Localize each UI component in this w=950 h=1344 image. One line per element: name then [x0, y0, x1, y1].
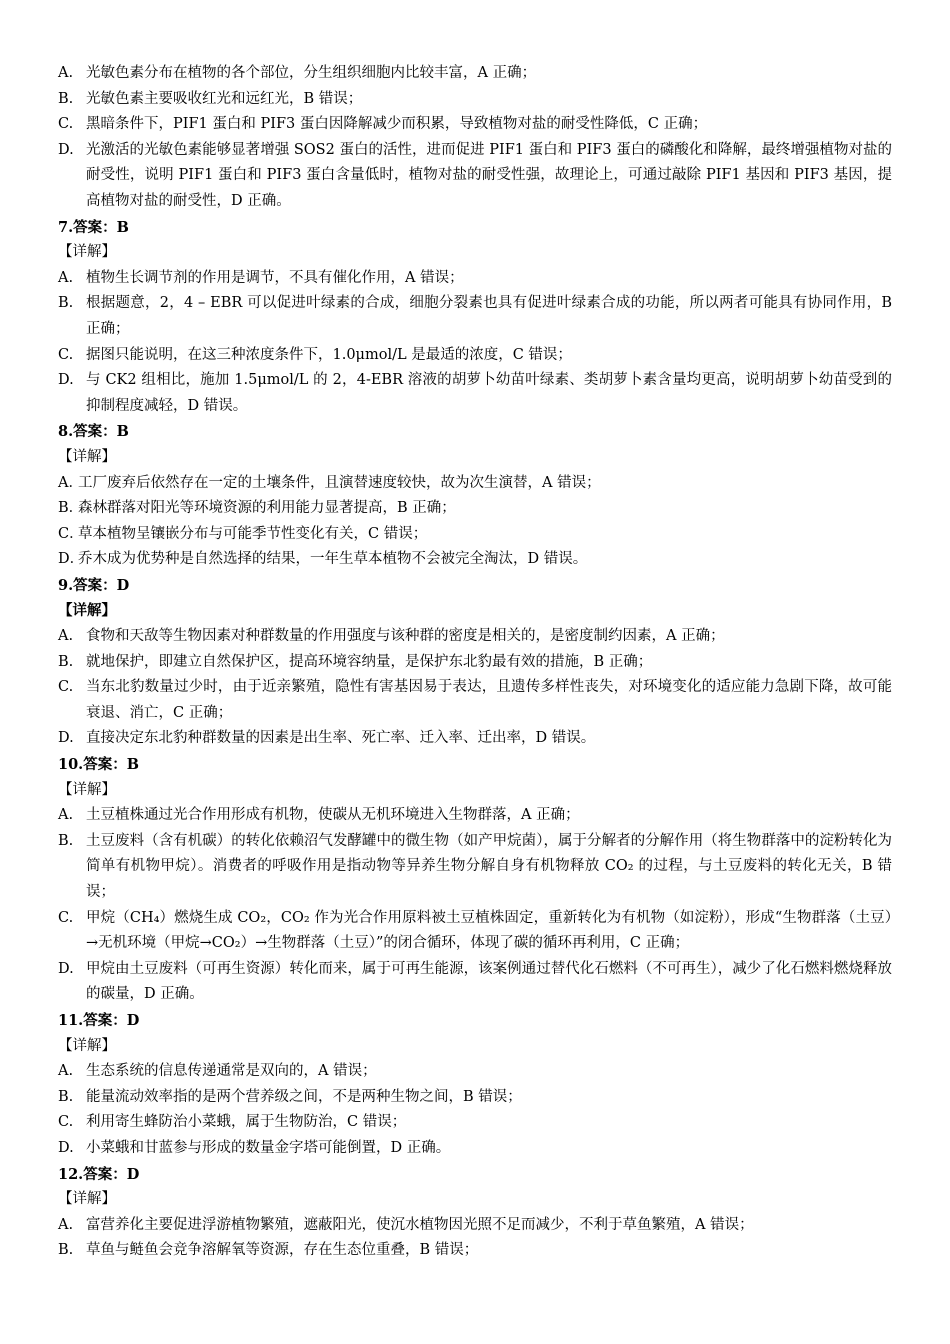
detail-heading-12: 【详解】	[58, 1191, 116, 1208]
option-text: 利用寄生蜂防治小菜蛾，属于生物防治，C 错误；	[86, 1114, 407, 1131]
option-10-d	[58, 957, 892, 1008]
option-label: B.	[58, 832, 74, 849]
option-text: 根据题意，2，4 – EBR 可以促进叶绿素的合成，细胞分裂素也具有促进叶绿素合成的功能，所以两者可能具有协同作用，B 正确；	[86, 295, 892, 337]
option-text: 黑暗条件下，PIF1 蛋白和 PIF3 蛋白因降解减少而积累，导致植物对盐的耐受性降低，C 正确；	[86, 116, 708, 133]
answer-heading-7: 7.答案：B	[58, 218, 129, 236]
option-8-d	[58, 547, 892, 573]
option-text: 富营养化主要促进浮游植物繁殖，遮蔽阳光，使沉水植物因光照不足而减少，不利于草鱼繁殖，A 错误；	[86, 1216, 754, 1233]
option-label: C.	[58, 909, 74, 926]
option-label: D.	[58, 372, 74, 389]
detail-heading-9: 【详解】	[58, 602, 116, 620]
option-label: D.	[58, 730, 74, 747]
option-label: A.	[58, 807, 74, 824]
option-7-d	[58, 368, 892, 419]
option-11-b	[58, 1085, 892, 1111]
option-7-c	[58, 343, 892, 369]
option-label: D.	[58, 960, 74, 977]
option-label: D.	[58, 1139, 74, 1156]
option-11-c	[58, 1110, 892, 1136]
option-label: A.	[58, 65, 74, 81]
detail-heading-10: 【详解】	[58, 781, 116, 798]
option-12-a	[58, 1213, 892, 1239]
option-9-c	[58, 675, 892, 726]
option-12-b	[58, 1238, 892, 1264]
option-text: 乔木成为优势种是自然选择的结果，一年生草本植物不会被完全淘汰，D 错误。	[78, 551, 588, 568]
option-6-c	[58, 112, 892, 138]
option-text: 草本植物呈镶嵌分布与可能季节性变化有关，C 错误；	[78, 525, 428, 542]
detail-heading-8: 【详解】	[58, 448, 116, 465]
answer-heading-8: 8.答案：B	[58, 423, 129, 441]
option-text: 森林群落对阳光等环境资源的利用能力显著提高，B 正确；	[78, 500, 456, 517]
option-label: C.	[58, 116, 74, 133]
option-7-b	[58, 291, 892, 342]
option-label: D．	[58, 551, 85, 568]
option-text: 植物生长调节剂的作用是调节，不具有催化作用，A 错误；	[86, 269, 464, 286]
option-text: 与 CK2 组相比，施加 1.5μmol/L 的 2，4-EBR 溶液的胡萝卜幼苗叶绿素、类胡萝卜素含量均更高，说明胡萝卜幼苗受到的抑制程度减轻，D 错误。	[86, 372, 892, 414]
option-text: 小菜蛾和甘蓝参与形成的数量金字塔可能倒置，D 正确。	[86, 1139, 451, 1156]
section-6-options	[58, 61, 892, 215]
option-text: 当东北豹数量过少时，由于近亲繁殖，隐性有害基因易于表达，且遗传多样性丧失，对环境变化的适应能力急剧下降，故可能衰退、消亡，C 正确；	[86, 679, 892, 721]
option-8-b	[58, 496, 892, 522]
option-text: 就地保护，即建立自然保护区，提高环境容纳量，是保护东北豹最有效的措施，B 正确；	[86, 653, 653, 670]
option-10-a	[58, 803, 892, 829]
option-11-a	[58, 1059, 892, 1085]
option-label: A.	[58, 628, 74, 645]
option-text: 生态系统的信息传递通常是双向的，A 错误；	[86, 1063, 377, 1080]
option-label: C.	[58, 679, 74, 696]
option-8-a	[58, 471, 892, 497]
option-text: 能量流动效率指的是两个营养级之间，不是两种生物之间，B 错误；	[86, 1088, 522, 1105]
option-label: B．	[58, 500, 84, 517]
option-7-a	[58, 266, 892, 292]
option-label: A．	[58, 474, 83, 491]
option-label: A.	[58, 1063, 74, 1080]
option-11-d	[58, 1136, 892, 1162]
answer-heading-11: 11.答案：D	[58, 1011, 140, 1029]
option-text: 土豆植株通过光合作用形成有机物，使碳从无机环境进入生物群落，A 正确；	[86, 807, 580, 824]
option-9-d	[58, 726, 892, 752]
option-9-b	[58, 650, 892, 676]
option-label: D.	[58, 141, 74, 158]
option-label: B.	[58, 653, 74, 670]
answer-heading-12: 12.答案：D	[58, 1165, 140, 1183]
option-6-d	[58, 138, 892, 215]
option-text: 光敏色素分布在植物的各个部位，分生组织细胞内比较丰富，A 正确；	[86, 65, 537, 81]
detail-heading-7: 【详解】	[58, 244, 116, 261]
option-text: 直接决定东北豹种群数量的因素是出生率、死亡率、迁入率、迁出率，D 错误。	[86, 730, 596, 747]
option-label: B.	[58, 1088, 74, 1105]
option-label: B.	[58, 90, 74, 107]
option-text: 草鱼与鲢鱼会竞争溶解氧等资源，存在生态位重叠，B 错误；	[86, 1242, 479, 1259]
option-text: 据图只能说明，在这三种浓度条件下，1.0μmol/L 是最适的浓度，C 错误；	[86, 346, 572, 363]
option-label: C．	[58, 525, 84, 542]
option-text: 甲烷由土豆废料（可再生资源）转化而来，属于可再生能源，该案例通过替代化石燃料（不可再生），减少了化石燃料燃烧释放的碳量，D 正确。	[86, 960, 892, 1003]
option-text: 光激活的光敏色素能够显著增强 SOS2 蛋白的活性，进而促进 PIF1 蛋白和 PIF3 蛋白的磷酸化和降解，最终增强植物对盐的耐受性，说明 PIF1 蛋白和 PIF3 蛋白含量低时，植物对盐的耐受性强，故理论上，可通过敲除 PIF1 基因和 PIF3 基因，提高植物对盐的耐受性，D 正确。	[86, 141, 892, 209]
option-text: 食物和天敌等生物因素对种群数量的作用强度与该种群的密度是相关的，是密度制约因素，A 正确；	[86, 628, 725, 645]
answer-heading-10: 10.答案：B	[58, 756, 139, 774]
option-label: C.	[58, 1114, 74, 1131]
option-label: A.	[58, 269, 74, 286]
detail-heading-11: 【详解】	[58, 1037, 116, 1054]
option-text: 工厂废弃后依然存在一定的土壤条件，且演替速度较快，故为次生演替，A 错误；	[78, 474, 601, 491]
option-6-a	[58, 61, 892, 87]
option-label: B.	[58, 1242, 74, 1259]
answer-heading-9: 9.答案：D	[58, 576, 130, 594]
option-8-c	[58, 522, 892, 548]
option-6-b	[58, 87, 892, 113]
option-text: 光敏色素主要吸收红光和远红光，B 错误；	[86, 90, 363, 107]
option-text: 土豆废料（含有机碳）的转化依赖沼气发酵罐中的微生物（如产甲烷菌），属于分解者的分解作用（将生物群落中的淀粉转化为简单有机物甲烷）。消费者的呼吸作用是指动物等异养生物分解自身有机物释放 CO₂ 的过程，与土豆废料的转化无关，B 错误；	[86, 832, 892, 900]
option-9-a	[58, 624, 892, 650]
option-10-b	[58, 829, 892, 906]
option-label: C.	[58, 346, 74, 363]
option-10-c	[58, 906, 892, 957]
option-label: B.	[58, 295, 74, 312]
option-text: 甲烷（CH₄）燃烧生成 CO₂，CO₂ 作为光合作用原料被土豆植株固定，重新转化为有机物（如淀粉），形成“生物群落（土豆）→无机环境（甲烷→CO₂）→生物群落（土豆）”的闭合循环，体现了碳的循环再利用，C 正确；	[86, 909, 892, 952]
option-label: A.	[58, 1216, 74, 1233]
